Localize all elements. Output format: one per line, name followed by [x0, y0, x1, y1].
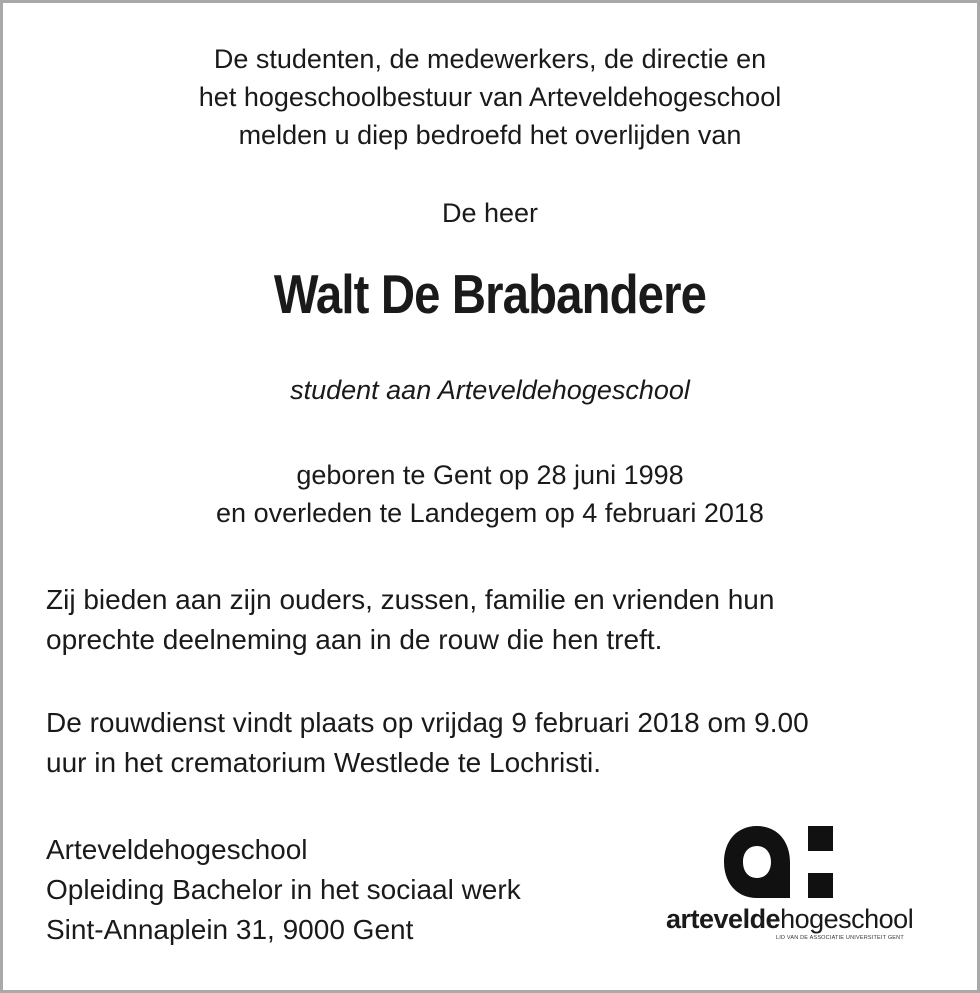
intro-line: melden u diep bedroefd het overlijden van [238, 120, 742, 150]
birth-line: geboren te Gent op 28 juni 1998 [296, 460, 684, 490]
salutation: De heer [441, 198, 539, 228]
life-dates [0, 456, 980, 532]
death-line: en overleden te Landegem op 4 februari 2018 [216, 498, 764, 528]
logo-wordmark [666, 904, 913, 934]
condolence-paragraph [46, 580, 926, 660]
address-line: Arteveldehogeschool [46, 834, 308, 865]
deceased-name: Walt De Brabandere [273, 263, 707, 325]
service-line: De rouwdienst vindt plaats op vrijdag 9 februari 2018 om 9.00 [46, 707, 809, 738]
intro-line: het hogeschoolbestuur van Arteveldehogeschool [198, 82, 782, 112]
service-paragraph [46, 703, 926, 783]
intro-line: De studenten, de medewerkers, de directie en [213, 44, 767, 74]
service-line: uur in het crematorium Westlede te Lochristi. [46, 747, 602, 778]
intro-text [0, 40, 980, 154]
logo-word-bold: artevelde [666, 904, 781, 934]
address-line: Sint-Annaplein 31, 9000 Gent [46, 914, 414, 945]
address-line: Opleiding Bachelor in het sociaal werk [46, 874, 521, 905]
deceased-role: student aan Arteveldehogeschool [290, 375, 690, 405]
condolence-line: oprechte deelneming aan in de rouw die hen treft. [46, 624, 663, 655]
logo-word-regular: hogeschool [780, 904, 914, 934]
artevelde-logo [660, 818, 930, 948]
condolence-line: Zij bieden aan zijn ouders, zussen, familie en vrienden hun [46, 584, 775, 615]
logo-tagline: LID VAN DE ASSOCIATIE UNIVERSITEIT GENT [776, 935, 904, 941]
logo-mark-icon [720, 822, 850, 902]
